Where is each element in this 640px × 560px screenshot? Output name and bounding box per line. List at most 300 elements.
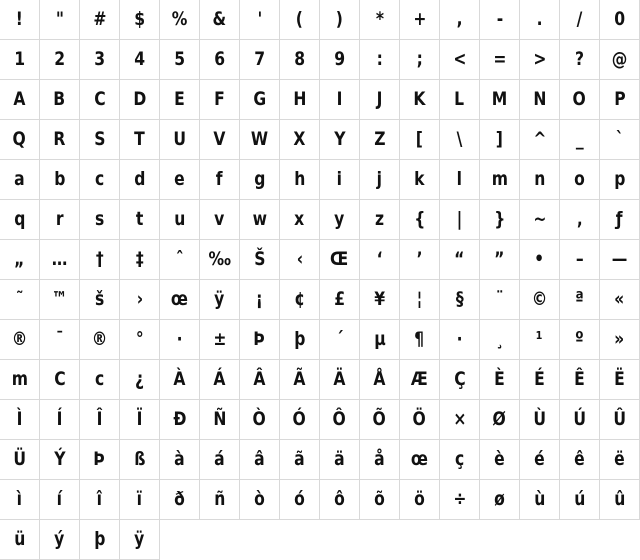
glyph-character: 0 [614, 8, 625, 30]
glyph-character: â [254, 448, 265, 470]
glyph-cell[interactable] [400, 40, 440, 80]
glyph-character: h [293, 168, 306, 190]
glyph-cell[interactable] [80, 480, 120, 520]
glyph-cell[interactable] [400, 280, 440, 320]
glyph-cell[interactable] [520, 320, 560, 360]
glyph-cell[interactable] [480, 280, 520, 320]
glyph-cell[interactable] [400, 320, 440, 360]
glyph-cell[interactable] [520, 200, 560, 240]
glyph-character: × [452, 408, 467, 430]
glyph-cell[interactable] [520, 80, 560, 120]
glyph-cell[interactable] [240, 80, 280, 120]
glyph-cell[interactable] [0, 520, 40, 560]
glyph-character: µ [373, 328, 386, 350]
glyph-cell[interactable] [280, 40, 320, 80]
glyph-cell[interactable] [40, 160, 80, 200]
glyph-cell[interactable] [360, 480, 400, 520]
glyph-character: á [214, 448, 225, 470]
glyph-cell[interactable] [320, 200, 360, 240]
glyph-character: : [376, 48, 383, 70]
glyph-cell[interactable] [440, 160, 480, 200]
glyph-cell[interactable] [320, 80, 360, 120]
glyph-cell[interactable] [560, 120, 600, 160]
glyph-character: ) [335, 8, 344, 30]
glyph-character: Ã [293, 368, 306, 390]
glyph-cell[interactable] [480, 320, 520, 360]
glyph-character: k [414, 168, 425, 190]
glyph-cell[interactable] [600, 80, 640, 120]
glyph-character: + [412, 8, 427, 30]
glyph-cell[interactable] [80, 80, 120, 120]
glyph-cell[interactable] [440, 40, 480, 80]
glyph-cell[interactable] [440, 280, 480, 320]
glyph-cell[interactable] [0, 440, 40, 480]
glyph-cell[interactable] [0, 480, 40, 520]
glyph-cell[interactable] [240, 200, 280, 240]
glyph-cell[interactable] [280, 240, 320, 280]
glyph-cell[interactable] [360, 360, 400, 400]
glyph-cell[interactable] [120, 120, 160, 160]
glyph-cell[interactable] [360, 400, 400, 440]
glyph-cell[interactable] [200, 480, 240, 520]
glyph-cell[interactable] [40, 280, 80, 320]
glyph-cell[interactable] [480, 440, 520, 480]
glyph-cell[interactable] [560, 440, 600, 480]
glyph-character: U [173, 128, 186, 150]
glyph-cell[interactable] [280, 200, 320, 240]
glyph-cell[interactable] [0, 40, 40, 80]
glyph-cell[interactable] [200, 80, 240, 120]
glyph-cell-empty [600, 520, 640, 560]
glyph-cell[interactable] [560, 200, 600, 240]
glyph-cell[interactable] [0, 0, 40, 40]
glyph-character: ‘ [376, 248, 383, 270]
glyph-cell[interactable] [480, 80, 520, 120]
glyph-cell[interactable] [0, 80, 40, 120]
glyph-cell[interactable] [320, 320, 360, 360]
glyph-cell[interactable] [80, 440, 120, 480]
glyph-character: L [454, 88, 465, 110]
glyph-cell[interactable] [400, 440, 440, 480]
glyph-cell[interactable] [200, 360, 240, 400]
glyph-cell[interactable] [320, 440, 360, 480]
glyph-character: e [174, 168, 185, 190]
glyph-cell[interactable] [160, 0, 200, 40]
glyph-cell[interactable] [480, 200, 520, 240]
glyph-cell[interactable] [40, 480, 80, 520]
glyph-character: ¸ [495, 328, 504, 350]
glyph-cell[interactable] [600, 0, 640, 40]
glyph-cell[interactable] [360, 320, 400, 360]
glyph-cell[interactable] [200, 160, 240, 200]
glyph-character: u [173, 208, 186, 230]
glyph-cell[interactable] [280, 320, 320, 360]
glyph-character: ” [494, 248, 505, 270]
glyph-character: m [491, 168, 508, 190]
glyph-cell[interactable] [520, 0, 560, 40]
glyph-cell[interactable] [480, 40, 520, 80]
glyph-character: î [96, 488, 103, 510]
glyph-cell[interactable] [320, 160, 360, 200]
glyph-character: Ì [16, 408, 23, 430]
glyph-cell[interactable] [600, 320, 640, 360]
glyph-character: Ò [252, 408, 267, 430]
glyph-cell[interactable] [200, 400, 240, 440]
glyph-cell[interactable] [0, 120, 40, 160]
glyph-character: M [491, 88, 508, 110]
glyph-cell[interactable] [200, 440, 240, 480]
glyph-cell[interactable] [480, 240, 520, 280]
glyph-character: ä [334, 448, 345, 470]
glyph-cell[interactable] [160, 360, 200, 400]
glyph-character: ‡ [135, 248, 144, 270]
glyph-cell[interactable] [40, 440, 80, 480]
glyph-cell[interactable] [0, 200, 40, 240]
glyph-character: n [533, 168, 546, 190]
glyph-cell[interactable] [400, 160, 440, 200]
glyph-cell[interactable] [40, 520, 80, 560]
glyph-cell[interactable] [160, 200, 200, 240]
glyph-cell[interactable] [560, 80, 600, 120]
glyph-cell[interactable] [520, 360, 560, 400]
glyph-cell[interactable] [240, 40, 280, 80]
glyph-cell[interactable] [320, 360, 360, 400]
glyph-cell[interactable] [200, 0, 240, 40]
glyph-cell[interactable] [440, 240, 480, 280]
glyph-cell[interactable] [440, 480, 480, 520]
glyph-cell[interactable] [600, 280, 640, 320]
glyph-cell[interactable] [360, 120, 400, 160]
glyph-character: † [95, 248, 104, 270]
glyph-cell[interactable] [440, 400, 480, 440]
glyph-cell[interactable] [120, 240, 160, 280]
glyph-character: | [456, 208, 463, 230]
glyph-cell[interactable] [560, 280, 600, 320]
glyph-cell[interactable] [80, 520, 120, 560]
glyph-cell[interactable] [440, 440, 480, 480]
glyph-cell[interactable] [280, 120, 320, 160]
glyph-cell[interactable] [160, 320, 200, 360]
glyph-cell[interactable] [400, 240, 440, 280]
glyph-cell[interactable] [200, 280, 240, 320]
glyph-cell[interactable] [280, 480, 320, 520]
glyph-cell[interactable] [520, 280, 560, 320]
glyph-cell[interactable] [600, 440, 640, 480]
glyph-cell[interactable] [440, 120, 480, 160]
glyph-cell[interactable] [400, 0, 440, 40]
glyph-cell[interactable] [120, 400, 160, 440]
glyph-cell[interactable] [440, 320, 480, 360]
glyph-cell[interactable] [240, 280, 280, 320]
glyph-cell[interactable] [520, 120, 560, 160]
glyph-character: ú [573, 488, 586, 510]
glyph-cell[interactable] [40, 120, 80, 160]
glyph-character: w [252, 208, 267, 230]
glyph-character: K [413, 88, 426, 110]
glyph-character: £ [334, 288, 345, 310]
glyph-cell[interactable] [400, 120, 440, 160]
glyph-cell[interactable] [40, 200, 80, 240]
glyph-cell[interactable] [0, 240, 40, 280]
glyph-cell[interactable] [120, 40, 160, 80]
glyph-cell[interactable] [240, 320, 280, 360]
glyph-cell[interactable] [200, 200, 240, 240]
glyph-cell[interactable] [480, 160, 520, 200]
glyph-cell[interactable] [400, 80, 440, 120]
glyph-cell[interactable] [280, 160, 320, 200]
glyph-character: ÿ [214, 288, 225, 310]
glyph-character: o [574, 168, 585, 190]
glyph-cell[interactable] [440, 360, 480, 400]
glyph-character: m [11, 368, 28, 390]
glyph-cell[interactable] [560, 240, 600, 280]
glyph-cell[interactable] [320, 120, 360, 160]
glyph-cell[interactable] [200, 240, 240, 280]
glyph-cell[interactable] [160, 440, 200, 480]
glyph-cell[interactable] [480, 400, 520, 440]
glyph-cell[interactable] [480, 360, 520, 400]
glyph-cell[interactable] [160, 400, 200, 440]
glyph-cell[interactable] [120, 480, 160, 520]
glyph-cell[interactable] [120, 520, 160, 560]
glyph-character: å [374, 448, 385, 470]
glyph-cell[interactable] [80, 360, 120, 400]
glyph-cell[interactable] [0, 160, 40, 200]
glyph-cell[interactable] [40, 320, 80, 360]
glyph-cell[interactable] [0, 280, 40, 320]
glyph-cell[interactable] [480, 120, 520, 160]
glyph-cell[interactable] [480, 480, 520, 520]
glyph-cell[interactable] [80, 400, 120, 440]
glyph-cell[interactable] [360, 240, 400, 280]
glyph-character: – [575, 248, 584, 270]
glyph-character: V [213, 128, 226, 150]
glyph-cell[interactable] [40, 0, 80, 40]
glyph-character: C [93, 88, 106, 110]
glyph-character: ó [294, 488, 305, 510]
glyph-cell[interactable] [200, 120, 240, 160]
glyph-cell[interactable] [360, 440, 400, 480]
glyph-cell[interactable] [320, 0, 360, 40]
glyph-cell[interactable] [240, 160, 280, 200]
glyph-cell[interactable] [440, 80, 480, 120]
glyph-character: º [575, 328, 584, 350]
glyph-cell[interactable] [80, 240, 120, 280]
glyph-cell[interactable] [240, 480, 280, 520]
glyph-cell-empty [560, 520, 600, 560]
glyph-cell[interactable] [600, 240, 640, 280]
glyph-character: t [135, 208, 144, 230]
glyph-cell[interactable] [520, 240, 560, 280]
glyph-character: « [614, 288, 625, 310]
glyph-character: , [456, 8, 463, 30]
glyph-cell[interactable] [520, 480, 560, 520]
glyph-cell-empty [320, 520, 360, 560]
glyph-character: G [253, 88, 266, 110]
glyph-cell[interactable] [160, 240, 200, 280]
glyph-character: ï [136, 488, 143, 510]
glyph-cell[interactable] [600, 160, 640, 200]
glyph-cell[interactable] [40, 80, 80, 120]
glyph-character: › [136, 288, 143, 310]
glyph-cell[interactable] [360, 80, 400, 120]
glyph-cell[interactable] [600, 400, 640, 440]
glyph-cell[interactable] [280, 0, 320, 40]
glyph-character: ¿ [134, 368, 145, 390]
glyph-cell[interactable] [400, 480, 440, 520]
glyph-cell[interactable] [240, 0, 280, 40]
glyph-character: û [613, 488, 626, 510]
glyph-character: Ï [136, 408, 143, 430]
glyph-cell[interactable] [600, 360, 640, 400]
glyph-cell[interactable] [600, 480, 640, 520]
glyph-cell-empty [360, 520, 400, 560]
glyph-character: ; [416, 48, 423, 70]
glyph-character: 1 [14, 48, 25, 70]
glyph-character: N [532, 88, 547, 110]
glyph-cell[interactable] [160, 40, 200, 80]
glyph-cell[interactable] [200, 40, 240, 80]
glyph-cell[interactable] [80, 40, 120, 80]
glyph-cell[interactable] [280, 400, 320, 440]
glyph-cell[interactable] [600, 40, 640, 80]
glyph-cell[interactable] [560, 160, 600, 200]
glyph-character: Õ [372, 408, 387, 430]
glyph-cell[interactable] [200, 320, 240, 360]
glyph-cell[interactable] [40, 360, 80, 400]
glyph-cell[interactable] [0, 360, 40, 400]
glyph-cell[interactable] [480, 0, 520, 40]
glyph-cell[interactable] [80, 160, 120, 200]
glyph-character: ' [257, 8, 262, 30]
glyph-cell[interactable] [120, 360, 160, 400]
glyph-cell[interactable] [160, 120, 200, 160]
glyph-cell[interactable] [40, 400, 80, 440]
glyph-cell[interactable] [400, 200, 440, 240]
glyph-cell[interactable] [120, 280, 160, 320]
glyph-cell[interactable] [240, 240, 280, 280]
glyph-character: Ê [574, 368, 585, 390]
glyph-character: _ [575, 128, 584, 150]
glyph-character: l [456, 168, 463, 190]
glyph-cell[interactable] [240, 400, 280, 440]
glyph-character: ÿ [134, 528, 145, 550]
glyph-cell[interactable] [560, 40, 600, 80]
glyph-character: * [375, 8, 384, 30]
glyph-character: ’ [416, 248, 423, 270]
glyph-cell[interactable] [400, 360, 440, 400]
glyph-cell-empty [440, 520, 480, 560]
glyph-cell[interactable] [400, 400, 440, 440]
glyph-cell[interactable] [560, 0, 600, 40]
glyph-cell[interactable] [360, 200, 400, 240]
glyph-character: ë [614, 448, 625, 470]
glyph-character: · [176, 328, 183, 350]
glyph-cell[interactable] [600, 120, 640, 160]
glyph-cell[interactable] [600, 200, 640, 240]
glyph-character: ð [174, 488, 185, 510]
glyph-cell[interactable] [160, 80, 200, 120]
glyph-cell[interactable] [560, 400, 600, 440]
glyph-cell[interactable] [320, 280, 360, 320]
glyph-cell[interactable] [0, 320, 40, 360]
glyph-cell[interactable] [280, 440, 320, 480]
glyph-cell[interactable] [440, 200, 480, 240]
glyph-cell[interactable] [320, 40, 360, 80]
glyph-cell[interactable] [160, 160, 200, 200]
glyph-character: ‹ [296, 248, 303, 270]
glyph-cell[interactable] [120, 80, 160, 120]
glyph-cell[interactable] [360, 280, 400, 320]
glyph-cell[interactable] [0, 400, 40, 440]
glyph-character: y [334, 208, 345, 230]
glyph-cell[interactable] [360, 40, 400, 80]
glyph-cell[interactable] [520, 440, 560, 480]
glyph-cell[interactable] [560, 480, 600, 520]
glyph-character: ô [334, 488, 345, 510]
glyph-cell[interactable] [80, 120, 120, 160]
glyph-cell[interactable] [120, 160, 160, 200]
glyph-cell[interactable] [240, 360, 280, 400]
glyph-cell[interactable] [520, 160, 560, 200]
glyph-cell[interactable] [40, 40, 80, 80]
glyph-cell[interactable] [360, 160, 400, 200]
glyph-character: À [173, 368, 186, 390]
glyph-cell[interactable] [80, 200, 120, 240]
glyph-cell[interactable] [440, 0, 480, 40]
glyph-cell[interactable] [160, 280, 200, 320]
glyph-character: Ý [53, 448, 66, 470]
glyph-character: W [250, 128, 269, 150]
glyph-cell[interactable] [120, 200, 160, 240]
glyph-character: z [374, 208, 385, 230]
glyph-cell[interactable] [40, 240, 80, 280]
glyph-character: = [492, 48, 507, 70]
glyph-cell[interactable] [520, 400, 560, 440]
glyph-cell[interactable] [120, 440, 160, 480]
glyph-cell[interactable] [80, 320, 120, 360]
glyph-character: c [94, 368, 105, 390]
glyph-cell[interactable] [280, 280, 320, 320]
glyph-cell[interactable] [560, 360, 600, 400]
glyph-character: D [133, 88, 146, 110]
glyph-cell-empty [520, 520, 560, 560]
glyph-character: ö [414, 488, 425, 510]
glyph-character: g [253, 168, 266, 190]
glyph-cell[interactable] [240, 120, 280, 160]
glyph-character: š [94, 288, 105, 310]
glyph-cell[interactable] [320, 240, 360, 280]
glyph-character: … [51, 248, 68, 270]
glyph-cell[interactable] [280, 80, 320, 120]
glyph-cell-empty [280, 520, 320, 560]
glyph-cell[interactable] [80, 0, 120, 40]
glyph-cell[interactable] [360, 0, 400, 40]
glyph-character: $ [134, 8, 145, 30]
glyph-cell[interactable] [160, 480, 200, 520]
glyph-cell[interactable] [320, 480, 360, 520]
glyph-cell[interactable] [560, 320, 600, 360]
glyph-character: ÷ [452, 488, 467, 510]
glyph-cell[interactable] [120, 0, 160, 40]
glyph-cell[interactable] [520, 40, 560, 80]
glyph-cell[interactable] [240, 440, 280, 480]
glyph-cell[interactable] [120, 320, 160, 360]
glyph-cell[interactable] [80, 280, 120, 320]
glyph-cell[interactable] [320, 400, 360, 440]
glyph-cell[interactable] [280, 360, 320, 400]
glyph-character: ´ [335, 328, 344, 350]
